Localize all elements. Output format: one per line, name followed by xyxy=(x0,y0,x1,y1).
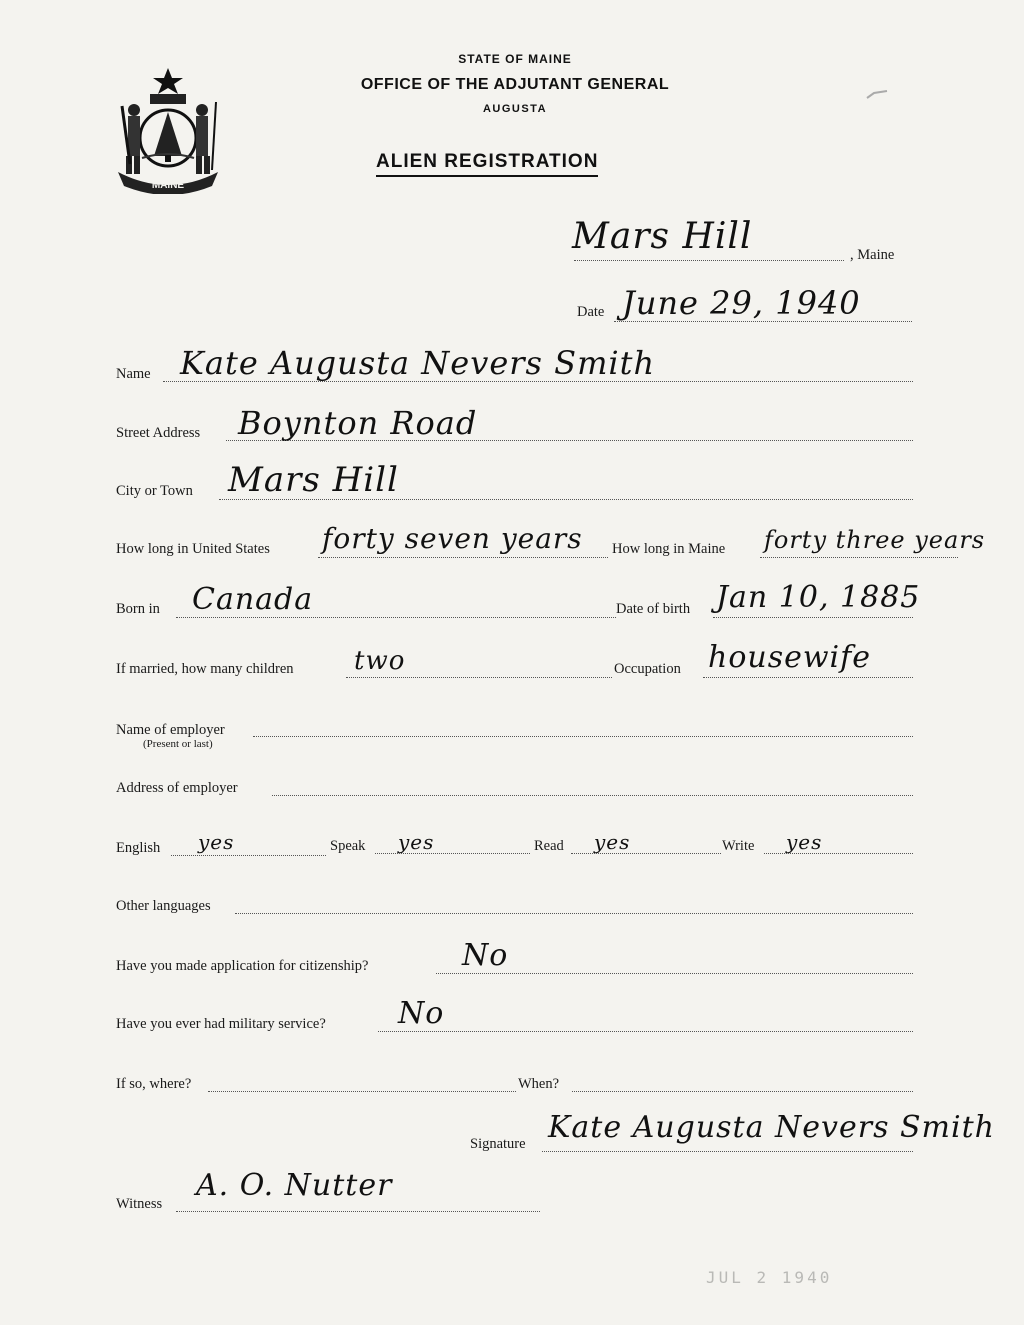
date-line xyxy=(614,321,912,322)
date-of-birth-label: Date of birth xyxy=(616,601,691,617)
witness-line xyxy=(176,1211,540,1212)
how-long-maine-line xyxy=(760,557,958,558)
employer-note: (Present or last) xyxy=(143,738,213,750)
write-label: Write xyxy=(722,838,755,854)
citizenship-label: Have you made application for citizenship? xyxy=(116,958,369,974)
check-mark-icon xyxy=(866,90,888,100)
children-line xyxy=(346,677,612,678)
street-address-line xyxy=(226,440,913,441)
date-label: Date xyxy=(577,304,605,320)
city-or-town-label: City or Town xyxy=(116,483,193,499)
occupation-label: Occupation xyxy=(614,661,681,677)
maine-label: , Maine xyxy=(850,247,895,263)
read-label: Read xyxy=(534,838,564,854)
how-long-maine-value: forty three years xyxy=(764,526,986,554)
svg-text:MAINE: MAINE xyxy=(151,180,185,191)
name-label: Name xyxy=(116,366,151,382)
employer-address-label: Address of employer xyxy=(116,780,238,796)
name-value: Kate Augusta Nevers Smith xyxy=(180,344,656,382)
signature-line xyxy=(542,1151,913,1152)
citizenship-value: No xyxy=(462,938,509,973)
write-value: yes xyxy=(786,830,823,854)
military-line xyxy=(378,1031,913,1032)
signature-label: Signature xyxy=(470,1136,526,1152)
military-value: No xyxy=(398,996,445,1031)
employer-label: Name of employer xyxy=(116,722,225,738)
born-in-value: Canada xyxy=(192,582,314,617)
date-value: June 29, 1940 xyxy=(622,284,861,322)
english-value: yes xyxy=(198,830,235,854)
date-of-birth-value: Jan 10, 1885 xyxy=(716,580,921,615)
date-of-birth-line xyxy=(713,617,913,618)
received-stamp: JUL 2 1940 xyxy=(706,1268,833,1287)
other-languages-label: Other languages xyxy=(116,898,211,914)
citizenship-line xyxy=(436,973,913,974)
read-line xyxy=(571,853,721,854)
military-label: Have you ever had military service? xyxy=(116,1016,326,1032)
if-so-where-line xyxy=(208,1091,516,1092)
occupation-line xyxy=(703,677,913,678)
employer-line xyxy=(253,736,913,737)
witness-label: Witness xyxy=(116,1196,163,1212)
how-long-us-line xyxy=(318,557,608,558)
street-address-label: Street Address xyxy=(116,425,201,441)
speak-line xyxy=(375,853,530,854)
state-heading: STATE OF MAINE xyxy=(458,52,572,66)
name-line xyxy=(163,381,913,382)
street-address-value: Boynton Road xyxy=(238,404,478,442)
speak-label: Speak xyxy=(330,838,366,854)
when-label: When? xyxy=(518,1076,560,1092)
when-line xyxy=(572,1091,913,1092)
read-value: yes xyxy=(594,830,631,854)
city-or-town-line xyxy=(219,499,913,500)
place-line xyxy=(574,260,844,261)
children-label: If married, how many children xyxy=(116,661,294,677)
employer-address-line xyxy=(272,795,913,796)
born-in-line xyxy=(176,617,616,618)
write-line xyxy=(764,853,913,854)
place-value: Mars Hill xyxy=(572,216,753,257)
how-long-us-value: forty seven years xyxy=(322,522,583,555)
how-long-us-label: How long in United States xyxy=(116,541,270,557)
occupation-value: housewife xyxy=(708,640,871,675)
how-long-maine-label: How long in Maine xyxy=(612,541,726,557)
city-heading: AUGUSTA xyxy=(482,103,548,115)
city-or-town-value: Mars Hill xyxy=(228,460,399,500)
office-heading: OFFICE OF THE ADJUTANT GENERAL xyxy=(360,76,670,93)
witness-value: A. O. Nutter xyxy=(196,1168,393,1203)
english-label: English xyxy=(116,840,161,856)
signature-value: Kate Augusta Nevers Smith xyxy=(548,1110,995,1145)
other-languages-line xyxy=(235,913,913,914)
maine-state-seal-icon xyxy=(112,66,224,194)
english-line xyxy=(171,855,326,856)
children-value: two xyxy=(354,646,406,676)
born-in-label: Born in xyxy=(116,601,160,617)
if-so-where-label: If so, where? xyxy=(116,1076,192,1092)
form-title: ALIEN REGISTRATION xyxy=(376,151,598,177)
speak-value: yes xyxy=(398,830,435,854)
